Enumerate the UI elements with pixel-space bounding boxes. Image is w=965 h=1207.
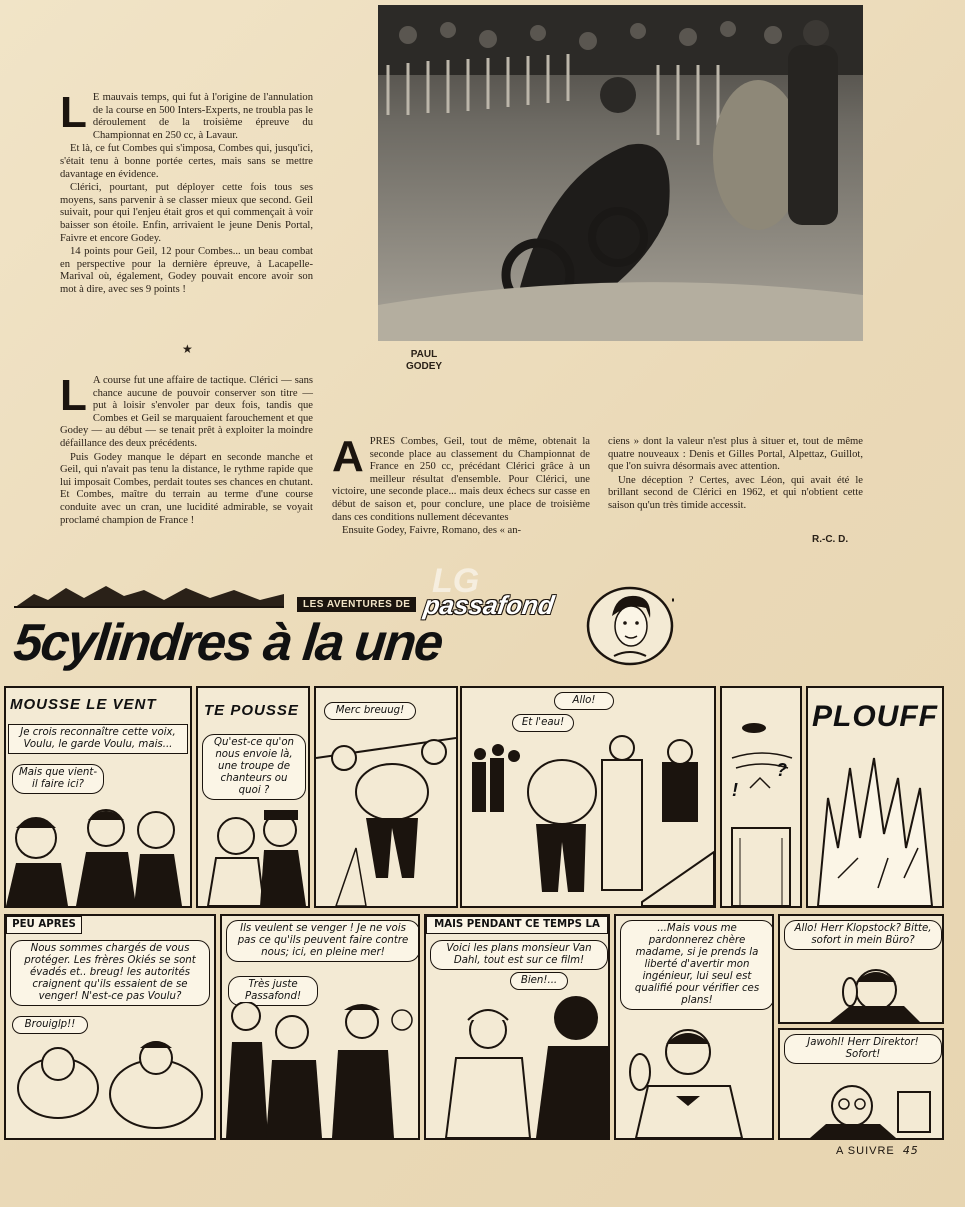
article-paragraph: ciens » dont la valeur n'est plus à situer et, tout de même quatre nouveaux : Denis et Gilles Portal, Alpettaz, Guillot, que l'on suivra désormais avec attention. xyxy=(608,436,863,473)
page-number: 45 xyxy=(902,1144,919,1157)
question-mark: ? xyxy=(776,760,787,780)
article-paragraph: Ensuite Godey, Faivre, Romano, des « an- xyxy=(342,525,522,537)
comic-panel-5 xyxy=(720,686,802,908)
characters-drawing xyxy=(462,732,714,906)
characters-drawing xyxy=(616,1012,772,1138)
article-paragraph: Puis Godey manque le départ en seconde manche et Geil, qui n'avait pas tenu la distance, le rythme rapide que lui imposait Combes, perdait toutes ses chances en chutant. Et Combes, maître du terrain au terme d'une course conduite avec un cran, une lucidité admirable, se voyait proclamé champion de France ! xyxy=(60,451,313,526)
panel-title-text: MOUSSE LE VENT xyxy=(10,696,157,713)
comic-panel-4 xyxy=(460,686,716,908)
mountain-decoration xyxy=(14,582,284,608)
watermark-logo: LG xyxy=(432,562,480,600)
speech-bubble: ...Mais vous me pardonnerez chère madame, si je prends la liberté d'avertir mon ingénieur, lui seul est qualifié pour vérifier ces plans! xyxy=(620,920,774,1010)
comic-panel-11 xyxy=(778,914,944,1024)
speech-bubble: Très juste Passafond! xyxy=(228,976,318,1006)
article-column-2 xyxy=(60,371,313,528)
character-drawing xyxy=(780,1070,942,1138)
splash-sound-effect: PLOUFF xyxy=(812,700,938,733)
dropcap-1: L xyxy=(60,88,87,137)
to-be-continued xyxy=(836,1144,919,1157)
splash-drawing xyxy=(808,738,942,906)
speech-box: Je crois reconnaître cette voix, Voulu, le garde Voulu, mais... xyxy=(8,724,188,754)
speech-bubble: Allo! xyxy=(554,692,614,710)
panel-title-text: TE POUSSE xyxy=(204,702,299,719)
dropcap-3: A xyxy=(332,432,364,481)
speech-bubble: Bien!... xyxy=(510,972,568,990)
caption-box: PEU APRES xyxy=(6,916,82,934)
speech-bubble: Et l'eau! xyxy=(512,714,574,732)
speech-bubble: Mais que vient-il faire ici? xyxy=(12,764,104,794)
exclamation-mark: ! xyxy=(732,780,738,800)
comic-panel-8 xyxy=(220,914,420,1140)
comic-panel-9 xyxy=(424,914,610,1140)
characters-drawing xyxy=(222,1002,418,1138)
article-paragraph: Et là, ce fut Combes qui s'imposa, Combes qui, jusqu'ici, s'était tenu à bonne portée certes, mais sans se mettre davantage en évidence. xyxy=(60,143,313,180)
characters-drawing xyxy=(6,1034,214,1138)
caption-line: PAUL xyxy=(410,349,438,360)
article-paragraph: Clérici, pourtant, put déployer cette fois tous ses moyens, sans parvenir à se classer mieux que second. Geil suivait, pour qui l'enjeu était gros et qui commençait à voir baisser son étoile. Enfin, arrivaient le jeune Denis Portal, Faivre et encore Godey. xyxy=(60,182,313,244)
article-paragraph: A course fut une affaire de tactique. Clérici — sans chance aucune de pouvoir conserver son titre — put à loisir s'envoler par deux fois, tandis que Combes et Geil se marquaient farouchement et que Godey — au début — se tenait prêt à exploiter la moindre défaillance des deux précédents. xyxy=(60,375,313,449)
characters-drawing xyxy=(316,728,456,906)
section-star: ★ xyxy=(182,342,193,356)
characters-drawing xyxy=(198,800,308,906)
character-drawing xyxy=(780,956,942,1022)
article-paragraph: 14 points pour Geil, 12 pour Combes... un beau combat en perspective pour la dernière épreuve, à Lacapelle-Marival où, également, Godey pouvait encore avoir son mot à dire, avec ses 9 points ! xyxy=(60,246,313,295)
series-name: passafond xyxy=(421,590,557,620)
comic-panel-2 xyxy=(196,686,310,908)
article-column-3 xyxy=(332,432,590,539)
characters-drawing xyxy=(426,992,608,1138)
speech-bubble: Brouiglp!! xyxy=(12,1016,88,1034)
comic-panel-10 xyxy=(614,914,774,1140)
to-be-continued-text: A SUIVRE xyxy=(836,1145,895,1157)
speech-bubble: Nous sommes chargés de vous protéger. Les frères Okiés se sont évadés et.. breug! les autorités craignent qu'ils essaient de se venger! N'est-ce pas Voulu? xyxy=(10,940,210,1006)
speech-bubble: Allo! Herr Klopstock? Bitte, sofort in mein Büro? xyxy=(784,920,942,950)
speech-bubble: Jawohl! Herr Direktor! Sofort! xyxy=(784,1034,942,1064)
motocross-photo xyxy=(378,5,863,341)
comic-panel-1 xyxy=(4,686,192,908)
comic-panel-7 xyxy=(4,914,216,1140)
photo-caption xyxy=(394,349,454,373)
article-paragraph: Une déception ? Certes, avec Léon, qui avait été le brillant second de Clérici en 1962, et qui n'obtient cette saison qu'un très timide accessit. xyxy=(608,474,863,511)
series-label: LES AVENTURES DE xyxy=(297,597,416,612)
article-signature: R.-C. D. xyxy=(812,534,849,545)
article-paragraph: PRES Combes, Geil, tout de même, obtenait la seconde place au classement du Championnat de France en 250 cc, précédant Clérici grâce à un meilleur résultat d'ensemble. Pour Clérici, une victoire, une seconde place... mais deux échecs sur casse en début de saison et, pour conclure, une place de troisième dans ces conditions nullement décevantes xyxy=(332,436,590,523)
caption-line: GODEY xyxy=(405,361,443,372)
caption-box: MAIS PENDANT CE TEMPS LA xyxy=(426,916,608,934)
characters-drawing xyxy=(6,788,190,906)
speech-bubble: Qu'est-ce qu'on nous envoie là, une troupe de chanteurs ou quoi ? xyxy=(202,734,306,800)
comic-panel-3 xyxy=(314,686,458,908)
speech-bubble: Merc breuug! xyxy=(324,702,416,720)
article-paragraph: E mauvais temps, qui fut à l'origine de l'annulation de la course en 500 Inters-Experts, ne troubla pas le déroulement de la troisième épreuve du Championnat en 250 cc, à Lavaur. xyxy=(92,92,313,141)
comic-panel-6 xyxy=(806,686,944,908)
hero-portrait xyxy=(586,586,674,666)
article-column-4 xyxy=(608,436,863,514)
comic-title: 5cylindres à la une xyxy=(10,614,445,672)
dropcap-2: L xyxy=(60,371,87,420)
speech-bubble: Voici les plans monsieur Van Dahl, tout est sur ce film! xyxy=(430,940,608,970)
speech-bubble: Ils veulent se venger ! Je ne vois pas ce qu'ils peuvent faire contre nous; ici, en pleine mer! xyxy=(226,920,420,962)
comic-panel-12 xyxy=(778,1028,944,1140)
article-column-1 xyxy=(60,88,313,298)
